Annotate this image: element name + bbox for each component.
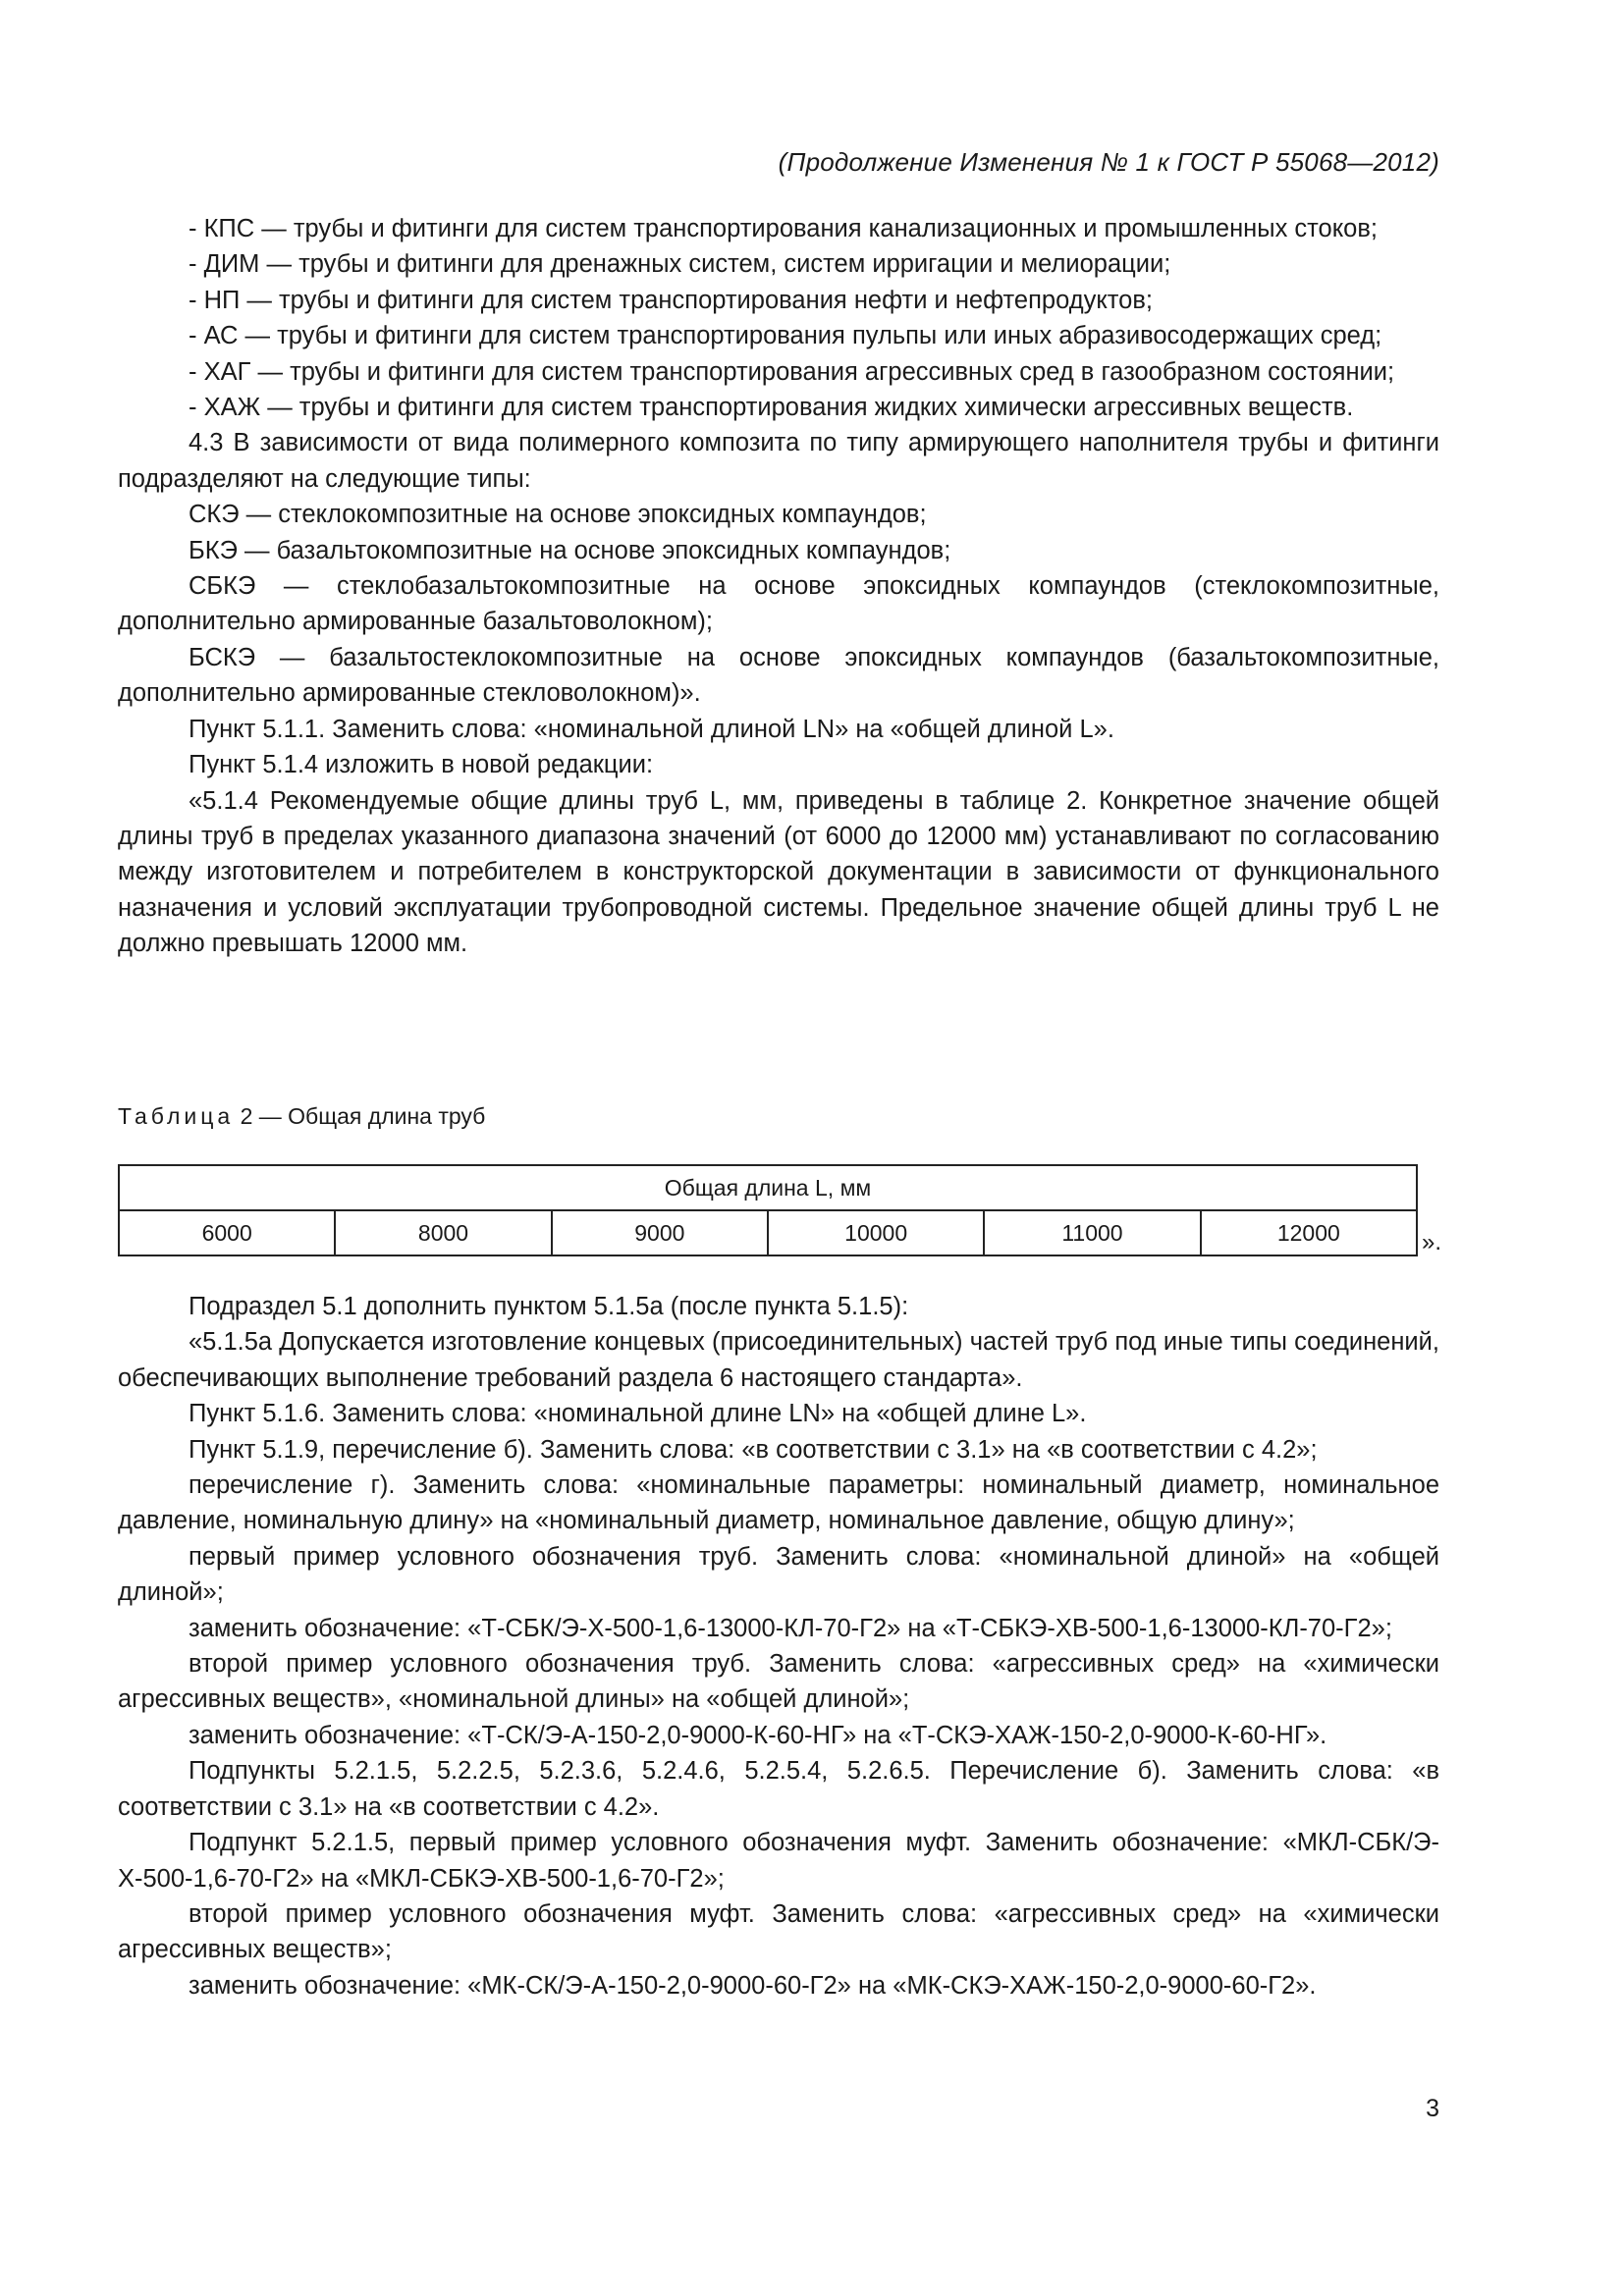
table-cell: 8000 (335, 1210, 551, 1255)
table-closing-quote: ». (1422, 1229, 1442, 1255)
paragraph: второй пример условного обозначения труб. Заменить слова: «агрессивных сред» на «химически агрессивных веществ», «номинальной длины» на «общей длиной»; (118, 1650, 1439, 1714)
table-cell: 6000 (119, 1210, 335, 1255)
table-caption-word: Таблица (118, 1103, 235, 1129)
paragraph: заменить обозначение: «Т-СК/Э-А-150-2,0-9000-К-60-НГ» на «Т-СКЭ-ХАЖ-150-2,0-9000-К-60-НГ». (189, 1721, 1327, 1749)
paragraph: заменить обозначение: «МК-СК/Э-А-150-2,0-9000-60-Г2» на «МК-СКЭ-ХАЖ-150-2,0-9000-60-Г2». (189, 1971, 1317, 2000)
table-caption (118, 1103, 485, 1130)
paragraph: «5.1.4 Рекомендуемые общие длины труб L, мм, приведены в таблице 2. Конкретное значение общей длины труб в пределах указанного диапазона значений (от 6000 до 12000 мм) устанавливают по согласованию между изготовителем и потребителем в конструкторской документации в зависимости от функционального назначения и условий эксплуатации трубопроводной системы. Предельное значение общей длины труб L не должно превышать 12000 мм. (118, 786, 1439, 958)
table-header-cell: Общая длина L, мм (119, 1165, 1417, 1210)
paragraph: первый пример условного обозначения труб. Заменить слова: «номинальной длиной» на «общей длиной»; (118, 1542, 1439, 1607)
table-row (119, 1210, 1417, 1255)
paragraph: - ХАГ — трубы и фитинги для систем транспортирования агрессивных сред в газообразном состоянии; (189, 357, 1395, 386)
paragraph: «5.1.5а Допускается изготовление концевых (присоединительных) частей труб под иные типы соединений, обеспечивающих выполнение требований раздела 6 настоящего стандарта». (118, 1328, 1439, 1392)
table-cell: 9000 (552, 1210, 768, 1255)
paragraph: Пункт 5.1.6. Заменить слова: «номинальной длине LN» на «общей длине L». (189, 1400, 1087, 1428)
paragraph: Пункт 5.1.9, перечисление б). Заменить слова: «в соответствии с 3.1» на «в соответствии с 4.2»; (189, 1435, 1318, 1464)
paragraph: - ХАЖ — трубы и фитинги для систем транспортирования жидких химически агрессивных веществ. (189, 394, 1354, 422)
body-text-top (118, 211, 1439, 962)
paragraph: - ДИМ — трубы и фитинги для дренажных систем, систем ирригации и мелиорации; (189, 250, 1171, 279)
table-cell: 11000 (984, 1210, 1200, 1255)
table-caption-title: 2 — Общая длина труб (240, 1103, 486, 1129)
paragraph: - АС — трубы и фитинги для систем транспортирования пульпы или иных абразивосодержащих сред; (189, 322, 1382, 350)
paragraph: Подпункт 5.2.1.5, первый пример условного обозначения муфт. Заменить обозначение: «МКЛ-СБК/Э-Х-500-1,6-70-Г2» на «МКЛ-СБКЭ-ХВ-500-1,6-70-Г2»; (118, 1829, 1439, 1893)
running-header: (Продолжение Изменения № 1 к ГОСТ Р 55068—2012) (778, 147, 1439, 177)
paragraph: второй пример условного обозначения муфт. Заменить слова: «агрессивных сред» на «химически агрессивных веществ»; (118, 1899, 1439, 1964)
paragraph: - КПС — трубы и фитинги для систем транспортирования канализационных и промышленных стоков; (189, 215, 1378, 242)
paragraph: заменить обозначение: «Т-СБК/Э-Х-500-1,6-13000-КЛ-70-Г2» на «Т-СБКЭ-ХВ-500-1,6-13000-КЛ-70-Г2»; (189, 1614, 1392, 1642)
table-cell: 12000 (1201, 1210, 1417, 1255)
paragraph: БКЭ — базальтокомпозитные на основе эпоксидных компаундов; (189, 536, 951, 564)
paragraph: БСКЭ — базальтостеклокомпозитные на основе эпоксидных компаундов (базальтокомпозитные, дополнительно армированные стекловолокном)». (118, 643, 1439, 708)
table-header-row (119, 1165, 1417, 1210)
paragraph: 4.3 В зависимости от вида полимерного композита по типу армирующего наполнителя трубы и фитинги подразделяют на следующие типы: (118, 429, 1439, 493)
paragraph: Подпункты 5.2.1.5, 5.2.2.5, 5.2.3.6, 5.2.4.6, 5.2.5.4, 5.2.6.5. Перечисление б). Заменить слова: «в соответствии с 3.1» на «в соответствии с 4.2». (118, 1757, 1439, 1821)
paragraph: Подраздел 5.1 дополнить пунктом 5.1.5а (после пункта 5.1.5): (189, 1293, 909, 1320)
body-text-bottom (118, 1289, 1439, 2003)
paragraph: Пункт 5.1.1. Заменить слова: «номинальной длиной LN» на «общей длиной L». (189, 715, 1114, 743)
paragraph: Пункт 5.1.4 изложить в новой редакции: (189, 751, 654, 779)
paragraph: СБКЭ — стеклобазальтокомпозитные на основе эпоксидных компаундов (стеклокомпозитные, дополнительно армированные базальтоволокном); (118, 572, 1439, 636)
paragraph: перечисление г). Заменить слова: «номинальные параметры: номинальный диаметр, номинальное давление, номинальную длину» на «номинальный диаметр, номинальное давление, общую длину»; (118, 1471, 1439, 1535)
lengths-table (118, 1164, 1418, 1256)
paragraph: - НП — трубы и фитинги для систем транспортирования нефти и нефтепродуктов; (189, 286, 1153, 314)
paragraph: СКЭ — стеклокомпозитные на основе эпоксидных компаундов; (189, 501, 927, 529)
page-number: 3 (1426, 2095, 1439, 2122)
table-cell: 10000 (768, 1210, 984, 1255)
